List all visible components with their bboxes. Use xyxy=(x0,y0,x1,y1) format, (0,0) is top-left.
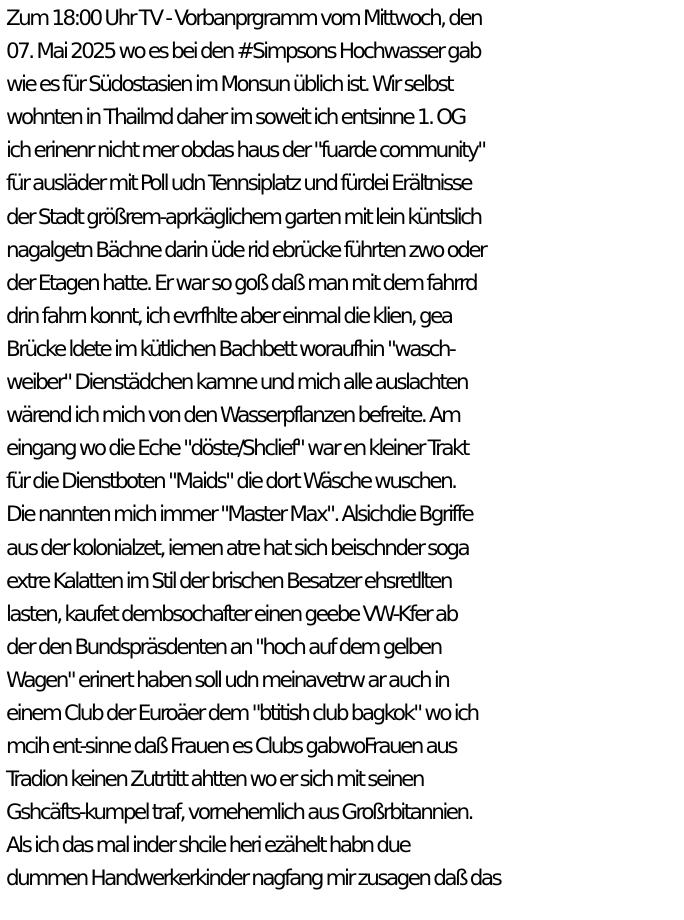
body-text xyxy=(6,2,682,896)
text-line: Als ich das mal inder shcile heri ezähelt habn due xyxy=(6,833,410,859)
text-line: für die Dienstboten "Maids" die dort Wäsche wuschen. xyxy=(6,469,456,495)
text-line: wie es für Südostasien im Monsun üblich ist. Wir selbst xyxy=(6,72,453,98)
text-line: aus der kolonialzet, iemen atre hat sich beischnder soga xyxy=(6,535,469,561)
text-line: eingang wo die Eche "döste/Shclief" war en kleiner Trakt xyxy=(6,436,468,462)
text-line: lasten, kaufet dembsochafter einen geebe VW-Kfer ab xyxy=(6,601,457,627)
text-line: der Stadt größrem-aprkäglichem garten mit lein küntslich xyxy=(6,204,481,230)
text-line: Tradion keinen Zutrtitt ahtten wo er sich mit seinen xyxy=(6,767,423,793)
text-line: für ausläder mit Poll udn Tennsiplatz und fürdei Erältnisse xyxy=(6,171,471,197)
text-line: Gshcäfts-kumpel traf, vornehemlich aus Großrbitannien. xyxy=(6,800,472,826)
text-line: Die nannten mich immer "Master Max". Alsichdie Bgriffe xyxy=(6,502,473,528)
text-line: der den Bundspräsdenten an "hoch auf dem gelben xyxy=(6,634,441,660)
text-line: Brücke ldete im kütlichen Bachbett woraufhin "wasch- xyxy=(6,336,455,362)
text-line: mcih ent-sinne daß Frauen es Clubs gabwoFrauen aus xyxy=(6,734,456,760)
text-line: der Etagen hatte. Er war so goß daß man mit dem fahrrd xyxy=(6,270,477,296)
text-line: weiber" Dienstädchen kamne und mich alle auslachten xyxy=(6,370,468,396)
text-line: Wagen" erinert haben soll udn meinavetrw ar auch in xyxy=(6,667,449,693)
text-line: wohnten in Thailmd daher im soweit ich entsinne 1. OG xyxy=(6,105,465,131)
text-line: nagalgetn Bächne darin üde rid ebrücke führten zwo oder xyxy=(6,237,486,263)
text-line: drin fahrn konnt, ich evrfhlte aber einmal die klien, gea xyxy=(6,303,452,329)
text-line: dummen Handwerkerkinder nagfang mir zusagen daß das xyxy=(6,866,501,892)
text-line: Zum 18:00 Uhr TV - Vorbanprgramm vom Mittwoch, den xyxy=(6,6,482,31)
text-line: extre Kalatten im Stil der brischen Besatzer ehsretllten xyxy=(6,568,451,594)
text-line: einem Club der Euroäer dem "btitish club bagkok" wo ich xyxy=(6,700,478,726)
text-line: ich erinenr nicht mer obdas haus der "fuarde community" xyxy=(6,138,485,164)
text-line: 07. Mai 2025 wo es bei den #Simpsons Hochwasser gab xyxy=(6,39,480,65)
text-line: wärend ich mich von den Wasserpflanzen befreite. Am xyxy=(6,403,460,429)
